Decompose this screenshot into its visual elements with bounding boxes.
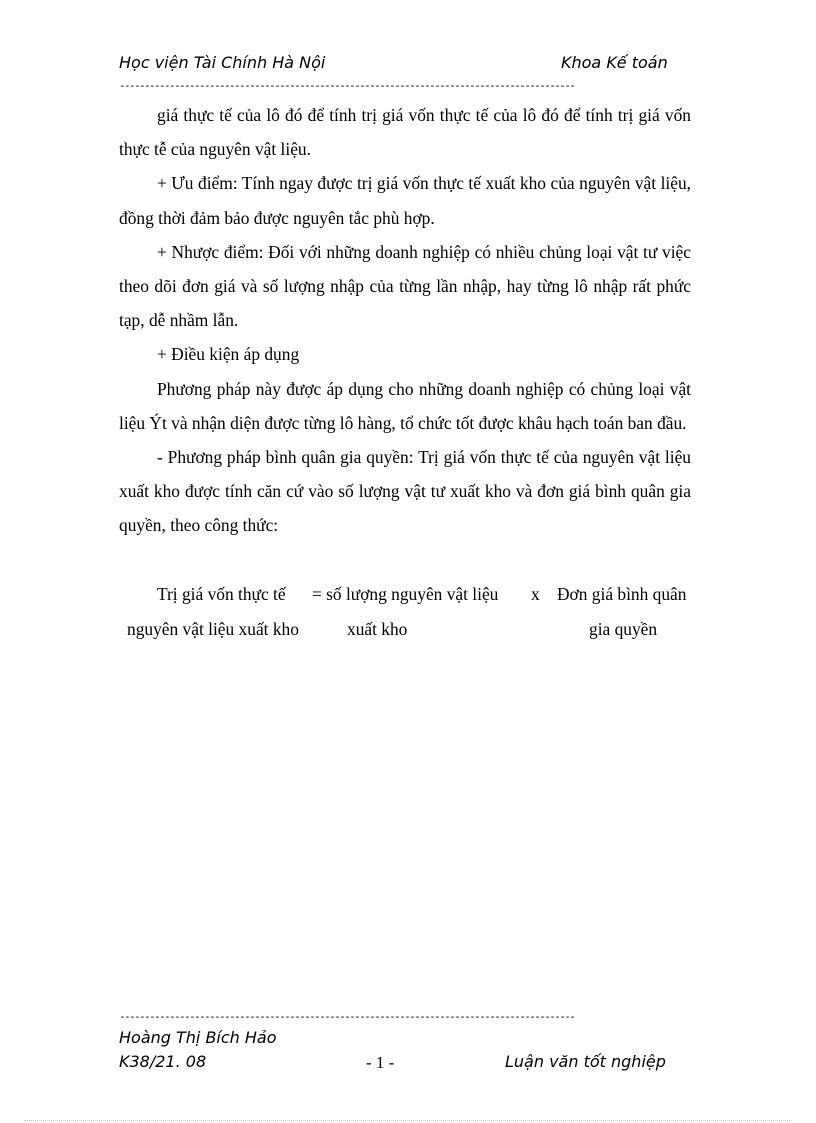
footer-doc-type: Luận văn tốt nghiệp	[505, 1052, 666, 1071]
formula-row2-middle: xuất kho	[347, 619, 408, 639]
header-department: Khoa Kế toán	[561, 53, 668, 72]
footer-class-code: K38/21. 08	[119, 1052, 207, 1071]
paragraph-weighted-average: - Phương pháp bình quân gia quyền: Trị giá vốn thực tế của nguyên vật liệu xuất kho được tính căn cứ vào số lượng vật tư xuất kho và đơn giá bình quân gia quyền, theo công thức:	[119, 447, 691, 536]
footer-page-number: - 1 -	[366, 1053, 395, 1072]
paragraph-conditions-heading: + Điều kiện áp dụng	[157, 344, 300, 365]
formula-row2-left: nguyên vật liệu xuất kho	[127, 619, 299, 639]
page-bottom-border	[24, 1120, 792, 1121]
header-school: Học viện Tài Chính Hà Nội	[119, 53, 326, 72]
footer-author: Hoàng Thị Bích Hảo	[119, 1028, 277, 1047]
paragraph-advantages: + Ưu điểm: Tính ngay được trị giá vốn thực tế xuất kho của nguyên vật liệu, đồng thời đảm bảo được nguyên tắc phù hợp.	[119, 173, 691, 228]
paragraph-cost-continuation: giá thực tế của lô đó để tính trị giá vốn thực tế của lô đó để tính trị giá vốn thực tễ của nguyên vật liệu.	[119, 105, 691, 160]
formula-row1-operator: x	[531, 584, 540, 604]
paragraph-disadvantages: + Nhược điểm: Đối với những doanh nghiệp có nhiều chủng loại vật tư việc theo dõi đơn giá và số lượng nhập của từng lần nhập, hay từng lô nhập rất phức tạp, dễ nhầm lẫn.	[119, 241, 691, 331]
formula-row1-left: Trị giá vốn thực tế	[157, 584, 286, 604]
formula-row1-right: Đơn giá bình quân	[557, 584, 687, 604]
body-text	[119, 98, 691, 543]
formula-row1-middle: = số lượng nguyên vật liệu	[312, 584, 499, 604]
header-rule: -------------------------------------------------------------------------------------------	[119, 80, 575, 91]
formula-row2-right: gia quyền	[589, 619, 658, 639]
footer-rule: -------------------------------------------------------------------------------------------	[119, 1011, 575, 1022]
paragraph-conditions: Phương pháp này được áp dụng cho những doanh nghiệp có chủng loại vật liệu Ýt và nhận diện được từng lô hàng, tổ chức tốt được khâu hạch toán ban đầu.	[119, 378, 691, 433]
